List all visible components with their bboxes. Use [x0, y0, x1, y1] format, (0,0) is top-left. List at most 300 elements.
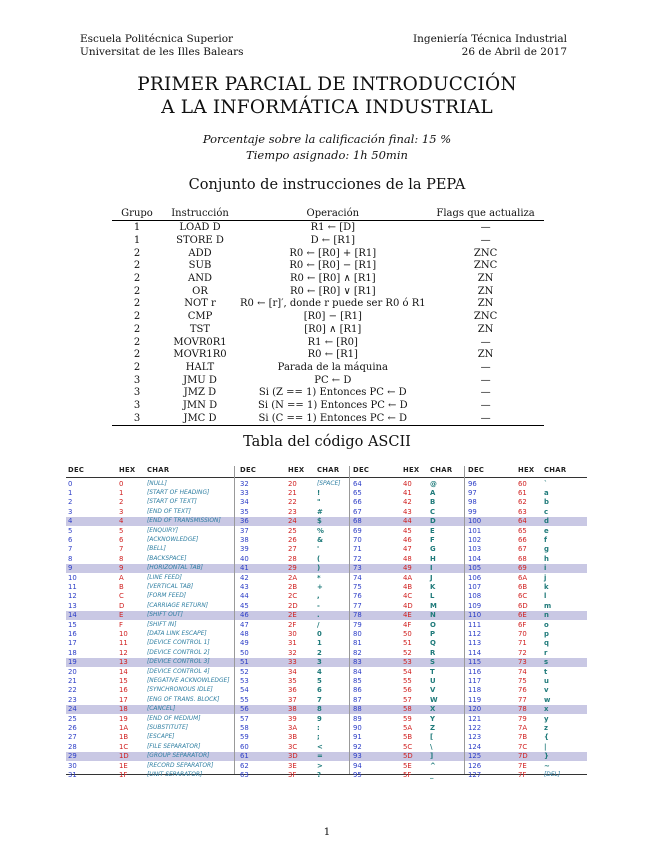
degree-name: Ingeniería Técnica Industrial	[412, 33, 567, 45]
ascii-hex: 6	[119, 535, 124, 544]
ascii-hex: E	[119, 611, 124, 620]
ascii-dec: 60	[240, 742, 249, 751]
ascii-hex: 37	[288, 695, 297, 704]
instruction-row	[112, 400, 544, 413]
ascii-dec: 115	[468, 658, 482, 667]
ascii-column-separator	[234, 466, 235, 774]
ascii-hex: 6D	[518, 601, 528, 610]
ascii-dec: 16	[68, 629, 77, 638]
ascii-char: /	[317, 620, 320, 629]
time-allowed: Tiempo asignado: 1h 50min	[246, 148, 408, 162]
ascii-char: [NEGATIVE ACKNOWLEDGE]	[147, 677, 230, 684]
ascii-hex: F	[119, 620, 123, 629]
row-highlight	[66, 658, 587, 667]
school-name: Escuela Politécnica Superior	[80, 33, 234, 45]
ascii-char: [SHIFT IN]	[147, 621, 177, 628]
instruction-row	[112, 311, 544, 324]
instr-mnemonic: HALT	[185, 361, 215, 373]
ascii-hex: 57	[403, 695, 412, 704]
row-highlight	[66, 705, 587, 714]
ascii-dec: 4	[68, 517, 73, 526]
instr-mnemonic: TST	[189, 323, 211, 335]
ascii-dec: 94	[353, 761, 362, 770]
ascii-dec: 85	[353, 676, 362, 685]
ascii-char: s	[544, 658, 549, 667]
ascii-char: I	[430, 564, 433, 573]
instruction-row	[112, 285, 544, 298]
ascii-hex: 32	[288, 648, 297, 657]
ascii-hex: 7C	[518, 742, 528, 751]
ascii-hex: 1E	[119, 761, 128, 770]
ascii-dec: 8	[68, 554, 73, 563]
ascii-header-dec: DEC	[468, 466, 485, 474]
ascii-char: Z	[430, 723, 435, 732]
ascii-char: c	[544, 507, 549, 516]
ascii-hex: 7A	[518, 723, 528, 732]
ascii-hex: 20	[288, 479, 297, 488]
ascii-dec: 13	[68, 601, 77, 610]
ascii-hex: 35	[288, 676, 297, 685]
ascii-hex: 50	[403, 629, 412, 638]
ascii-hex: 26	[288, 535, 297, 544]
header-operation: Operación	[238, 207, 428, 221]
instr-group: 2	[133, 336, 141, 348]
instruction-set-title: Conjunto de instrucciones de la PEPA	[188, 177, 466, 193]
ascii-dec: 106	[468, 573, 482, 582]
ascii-dec: 38	[240, 535, 249, 544]
ascii-hex: 3D	[288, 752, 298, 761]
ascii-hex: 4E	[403, 611, 412, 620]
ascii-dec: 88	[353, 705, 362, 714]
ascii-hex: 6A	[518, 573, 528, 582]
ascii-dec: 49	[240, 639, 249, 648]
instr-operation: R1 ← [R0]	[307, 336, 358, 348]
ascii-dec: 56	[240, 705, 249, 714]
instruction-table	[112, 207, 544, 426]
ascii-dec: 71	[353, 545, 362, 554]
instruction-row	[112, 221, 544, 235]
ascii-hex: 65	[518, 526, 527, 535]
ascii-dec: 84	[353, 667, 362, 676]
ascii-hex: 4D	[403, 601, 413, 610]
ascii-dec: 117	[468, 676, 482, 685]
ascii-char: ]	[430, 752, 434, 761]
ascii-char: ,	[317, 592, 320, 601]
ascii-char: i	[544, 564, 547, 573]
ascii-hex: 38	[288, 705, 297, 714]
ascii-hex: 5C	[403, 742, 413, 751]
row-highlight	[66, 611, 587, 620]
ascii-hex: 77	[518, 695, 527, 704]
ascii-dec: 113	[468, 639, 482, 648]
header-flags: Flags que actualiza	[428, 207, 544, 221]
ascii-hex: D	[119, 601, 125, 610]
ascii-char: -	[317, 601, 320, 610]
instr-flags: ZN	[477, 298, 494, 310]
ascii-hex: 3	[119, 507, 124, 516]
ascii-char: r	[544, 648, 548, 657]
ascii-hex: 7D	[518, 752, 528, 761]
ascii-char: [SUBSTITUTE]	[147, 724, 188, 731]
ascii-hex: 51	[403, 639, 412, 648]
ascii-dec: 67	[353, 507, 362, 516]
ascii-char: 8	[317, 705, 322, 714]
ascii-char: v	[544, 686, 549, 695]
ascii-dec: 18	[68, 648, 77, 657]
ascii-dec: 118	[468, 686, 482, 695]
ascii-char: &	[317, 535, 324, 544]
ascii-char: [DEVICE CONTROL 4]	[147, 668, 210, 675]
instr-operation: D ← [R1]	[310, 235, 356, 247]
ascii-hex: 42	[403, 498, 412, 507]
ascii-dec: 77	[353, 601, 362, 610]
ascii-hex: 34	[288, 667, 297, 676]
ascii-dec: 76	[353, 592, 362, 601]
ascii-hex: 64	[518, 517, 527, 526]
ascii-dec: 19	[68, 658, 77, 667]
ascii-hex: 62	[518, 498, 527, 507]
ascii-char: 3	[317, 658, 322, 667]
ascii-char: b	[544, 498, 549, 507]
ascii-dec: 44	[240, 592, 249, 601]
ascii-hex: 13	[119, 658, 128, 667]
ascii-hex: 36	[288, 686, 297, 695]
ascii-hex: 7E	[518, 761, 527, 770]
ascii-dec: 64	[353, 479, 362, 488]
ascii-char: o	[544, 620, 549, 629]
ascii-char: T	[430, 667, 435, 676]
ascii-dec: 12	[68, 592, 77, 601]
ascii-hex: 29	[288, 564, 297, 573]
ascii-header-hex: HEX	[518, 466, 535, 474]
ascii-dec: 40	[240, 554, 249, 563]
ascii-dec: 114	[468, 648, 482, 657]
ascii-char: C	[430, 507, 436, 516]
ascii-dec: 90	[353, 723, 362, 732]
ascii-hex: 30	[288, 629, 297, 638]
ascii-hex: 14	[119, 667, 128, 676]
ascii-hex: 15	[119, 676, 128, 685]
instr-flags: —	[480, 336, 491, 348]
ascii-char: %	[317, 526, 324, 535]
instruction-row	[112, 273, 544, 286]
ascii-char: )	[317, 564, 321, 573]
ascii-char: [NULL]	[147, 480, 167, 487]
ascii-dec: 111	[468, 620, 482, 629]
instr-group: 2	[133, 311, 141, 323]
ascii-char: [FORM FEED]	[147, 593, 187, 600]
ascii-dec: 116	[468, 667, 482, 676]
ascii-hex: 5B	[403, 733, 413, 742]
ascii-dec: 3	[68, 507, 73, 516]
ascii-dec: 122	[468, 723, 482, 732]
ascii-hex: 67	[518, 545, 527, 554]
ascii-char: .	[317, 611, 320, 620]
ascii-hex: 0	[119, 479, 124, 488]
instr-operation: Si (Z == 1) Entonces PC ← D	[258, 387, 407, 399]
ascii-char: 4	[317, 667, 322, 676]
ascii-char: D	[430, 517, 436, 526]
instr-operation: [R0] − [R1]	[303, 311, 362, 323]
ascii-dec: 80	[353, 629, 362, 638]
ascii-dec: 27	[68, 733, 77, 742]
ascii-hex: 72	[518, 648, 527, 657]
ascii-char: n	[544, 611, 549, 620]
ascii-hex: 47	[403, 545, 412, 554]
ascii-dec: 24	[68, 705, 77, 714]
ascii-char: [SHIFT OUT]	[147, 612, 183, 619]
ascii-hex: 28	[288, 554, 297, 563]
ascii-char: "	[317, 498, 321, 507]
ascii-hex: 5D	[403, 752, 413, 761]
ascii-dec: 87	[353, 695, 362, 704]
ascii-dec: 43	[240, 582, 249, 591]
ascii-hex: 71	[518, 639, 527, 648]
ascii-hex: 27	[288, 545, 297, 554]
ascii-hex: 1D	[119, 752, 129, 761]
ascii-dec: 91	[353, 733, 362, 742]
ascii-hex: 39	[288, 714, 297, 723]
instr-flags: ZN	[477, 285, 494, 297]
ascii-char: W	[430, 695, 438, 704]
ascii-hex: 1A	[119, 723, 129, 732]
instruction-table-body	[112, 221, 544, 426]
ascii-hex: 74	[518, 667, 527, 676]
ascii-char: S	[430, 658, 435, 667]
ascii-hex: 5A	[403, 723, 413, 732]
ascii-dec: 9	[68, 564, 73, 573]
ascii-char: z	[544, 723, 549, 732]
ascii-dec: 46	[240, 611, 249, 620]
ascii-char: e	[544, 526, 549, 535]
instr-operation: Parada de la máquina	[277, 361, 388, 373]
ascii-hex: 25	[288, 526, 297, 535]
row-highlight	[66, 564, 587, 573]
ascii-char: u	[544, 676, 549, 685]
ascii-char: f	[544, 535, 547, 544]
ascii-char: [DEL]	[544, 771, 561, 778]
ascii-char: [ENG OF TRANS. BLOCK]	[147, 696, 220, 703]
ascii-hex: 1	[119, 488, 124, 497]
ascii-char: ~	[544, 761, 550, 770]
ascii-hex: 52	[403, 648, 412, 657]
ascii-dec: 83	[353, 658, 362, 667]
ascii-char: H	[430, 554, 436, 563]
instr-group: 3	[112, 412, 162, 425]
ascii-hex: 2F	[288, 620, 297, 629]
instr-group: 2	[133, 260, 141, 272]
instr-operation: R0 ← [R0] − [R1]	[289, 260, 377, 272]
instr-operation: Si (N == 1) Entonces PC ← D	[257, 399, 408, 411]
ascii-dec: 32	[240, 479, 249, 488]
instr-mnemonic: NOT r	[184, 298, 216, 310]
ascii-hex: 19	[119, 714, 128, 723]
ascii-hex: 8	[119, 554, 124, 563]
ascii-dec: 89	[353, 714, 362, 723]
ascii-dec: 63	[240, 770, 249, 779]
ascii-char: |	[544, 742, 547, 751]
instr-group: 2	[133, 247, 141, 259]
ascii-char: [DATA LINK ESCAPE]	[147, 630, 207, 637]
instruction-row	[112, 374, 544, 387]
ascii-char: [FILE SEPARATOR]	[147, 743, 201, 750]
ascii-header-dec: DEC	[240, 466, 257, 474]
instruction-row	[112, 362, 544, 375]
ascii-char: }	[544, 752, 549, 761]
ascii-char: ?	[317, 770, 321, 779]
ascii-hex: 3A	[288, 723, 298, 732]
ascii-char: j	[544, 573, 547, 582]
ascii-dec: 33	[240, 488, 249, 497]
ascii-hex: 75	[518, 676, 527, 685]
instr-flags: —	[480, 387, 491, 399]
ascii-dec: 41	[240, 564, 249, 573]
ascii-char: q	[544, 639, 549, 648]
ascii-dec: 37	[240, 526, 249, 535]
ascii-char: $	[317, 517, 322, 526]
ascii-hex: 73	[518, 658, 527, 667]
ascii-hex: 2C	[288, 592, 298, 601]
ascii-char: P	[430, 629, 436, 638]
ascii-header-hex: HEX	[403, 466, 420, 474]
ascii-dec: 86	[353, 686, 362, 695]
ascii-hex: 22	[288, 498, 297, 507]
ascii-dec: 99	[468, 507, 477, 516]
ascii-dec: 7	[68, 545, 73, 554]
ascii-char: _	[430, 770, 434, 779]
ascii-char: N	[430, 611, 436, 620]
ascii-char: [VERTICAL TAB]	[147, 583, 194, 590]
ascii-dec: 15	[68, 620, 77, 629]
ascii-char: >	[317, 761, 323, 770]
ascii-hex: 11	[119, 639, 128, 648]
ascii-dec: 92	[353, 742, 362, 751]
ascii-dec: 22	[68, 686, 77, 695]
ascii-rule	[66, 477, 587, 478]
ascii-dec: 101	[468, 526, 482, 535]
ascii-char: +	[317, 582, 323, 591]
ascii-char: A	[430, 488, 436, 497]
ascii-char: [SYNCHRONOUS IDLE]	[147, 687, 213, 694]
ascii-hex: 41	[403, 488, 412, 497]
instruction-row	[112, 235, 544, 248]
ascii-hex: 59	[403, 714, 412, 723]
ascii-hex: C	[119, 592, 124, 601]
ascii-hex: 53	[403, 658, 412, 667]
ascii-char: J	[430, 573, 433, 582]
instr-mnemonic: CMP	[187, 311, 213, 323]
ascii-char: t	[544, 667, 548, 676]
ascii-hex: 31	[288, 639, 297, 648]
instr-flags: —	[480, 361, 491, 373]
ascii-hex: 49	[403, 564, 412, 573]
ascii-hex: 2B	[288, 582, 298, 591]
ascii-dec: 28	[68, 742, 77, 751]
ascii-char: d	[544, 517, 549, 526]
instruction-row	[112, 387, 544, 400]
header-group: Grupo	[112, 207, 162, 221]
instr-group: 2	[133, 285, 141, 297]
ascii-char: [LINE FEED]	[147, 574, 182, 581]
ascii-dec: 119	[468, 695, 482, 704]
ascii-dec: 81	[353, 639, 362, 648]
instr-mnemonic: ADD	[188, 247, 212, 259]
ascii-char: {	[544, 733, 549, 742]
ascii-dec: 69	[353, 526, 362, 535]
ascii-dec: 108	[468, 592, 482, 601]
header-left	[80, 33, 244, 59]
ascii-dec: 96	[468, 479, 477, 488]
ascii-char: [CANCEL]	[147, 706, 176, 713]
ascii-hex: 1F	[119, 770, 128, 779]
ascii-char: [HORIZONTAL TAB]	[147, 565, 203, 572]
ascii-dec: 1	[68, 488, 73, 497]
ascii-dec: 14	[68, 611, 77, 620]
ascii-char: [START OF HEADING]	[147, 489, 210, 496]
ascii-char: [ENQUIRY]	[147, 527, 179, 534]
instr-flags: —	[480, 222, 491, 234]
ascii-char: 7	[317, 695, 322, 704]
ascii-dec: 126	[468, 761, 482, 770]
ascii-char: 1	[317, 639, 322, 648]
ascii-dec: 97	[468, 488, 477, 497]
ascii-hex: 45	[403, 526, 412, 535]
ascii-hex: 7B	[518, 733, 528, 742]
ascii-dec: 74	[353, 573, 362, 582]
ascii-dec: 52	[240, 667, 249, 676]
ascii-char: [	[430, 733, 434, 742]
ascii-hex: 3B	[288, 733, 298, 742]
page-number: 1	[323, 826, 331, 838]
instr-flags: —	[428, 412, 544, 425]
ascii-hex: 10	[119, 629, 128, 638]
ascii-char: O	[430, 620, 436, 629]
ascii-table	[66, 466, 587, 779]
instr-flags: ZN	[477, 273, 494, 285]
instr-group: 2	[133, 349, 141, 361]
ascii-dec: 51	[240, 658, 249, 667]
ascii-hex: 6F	[518, 620, 527, 629]
row-highlight	[66, 517, 587, 526]
ascii-char: Y	[430, 714, 435, 723]
ascii-dec: 82	[353, 648, 362, 657]
ascii-hex: 60	[518, 479, 527, 488]
ascii-char: g	[544, 545, 549, 554]
ascii-header-dec: DEC	[353, 466, 370, 474]
ascii-char: !	[317, 488, 321, 497]
ascii-dec: 124	[468, 742, 482, 751]
ascii-dec: 107	[468, 582, 482, 591]
instruction-row	[112, 260, 544, 273]
ascii-hex: 66	[518, 535, 527, 544]
ascii-dec: 39	[240, 545, 249, 554]
ascii-char: [RECORD SEPARATOR]	[147, 762, 214, 769]
instruction-row	[112, 298, 544, 311]
ascii-char: F	[430, 535, 435, 544]
ascii-dec: 58	[240, 723, 249, 732]
ascii-hex: 4F	[403, 620, 412, 629]
instr-mnemonic: JMU D	[183, 374, 217, 386]
instr-group: 2	[133, 361, 141, 373]
ascii-dec: 26	[68, 723, 77, 732]
ascii-hex: 68	[518, 554, 527, 563]
ascii-char: l	[544, 592, 547, 601]
exam-title	[0, 73, 654, 119]
ascii-header-char: CHAR	[317, 466, 340, 474]
ascii-char: (	[317, 554, 321, 563]
instr-group: 3	[133, 374, 141, 386]
instr-mnemonic: AND	[188, 273, 212, 285]
